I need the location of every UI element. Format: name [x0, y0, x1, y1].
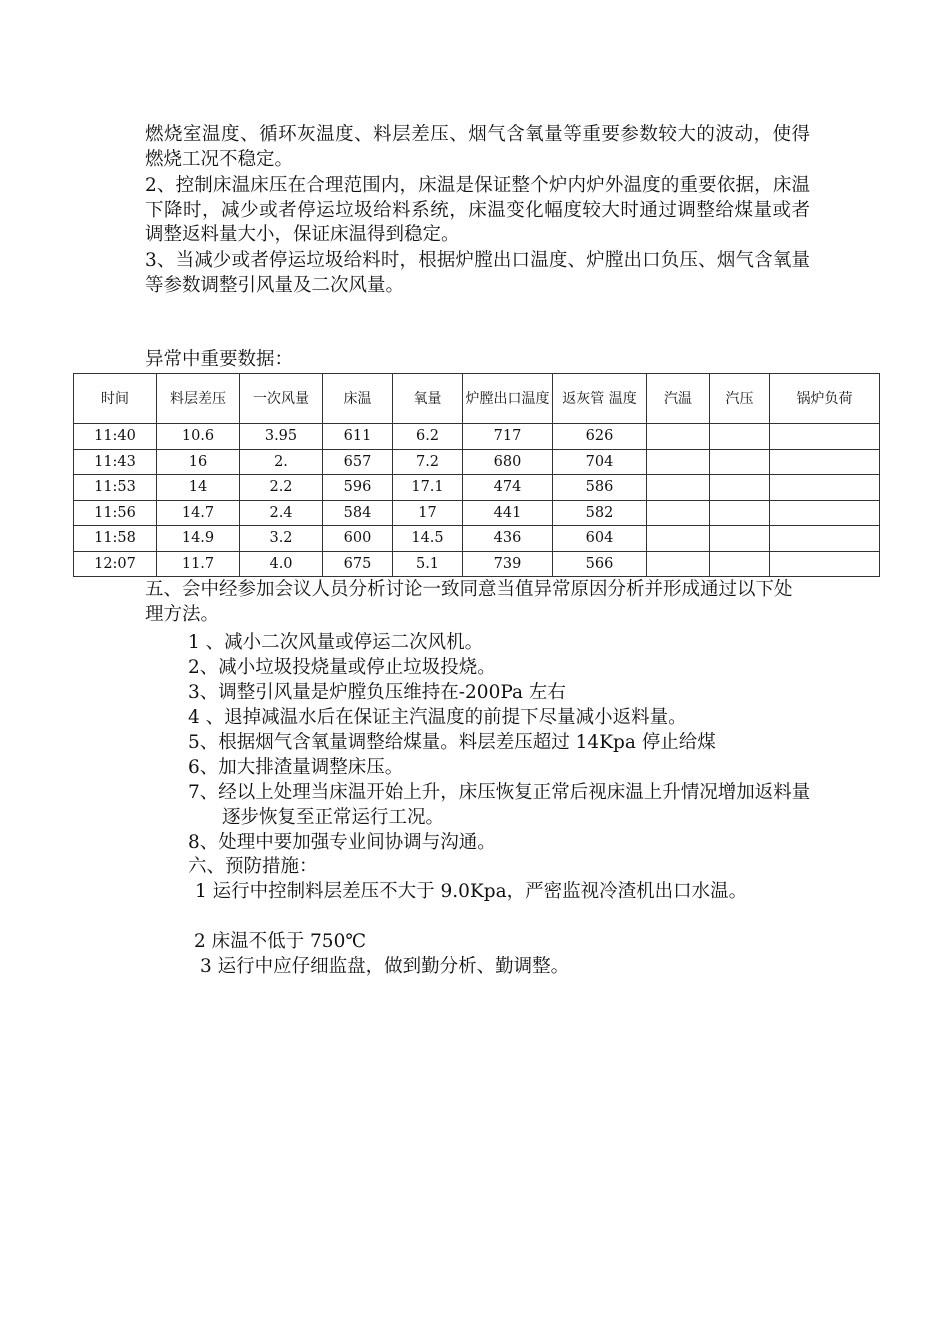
table-row	[74, 526, 880, 552]
header-steam-pressure: 汽压	[710, 374, 770, 424]
table-cell	[710, 526, 770, 552]
table-cell: 11:56	[74, 500, 157, 526]
table-cell: 586	[553, 475, 647, 501]
abnormal-data-table	[73, 373, 880, 577]
table-cell: 17.1	[393, 475, 463, 501]
header-time: 时间	[74, 374, 157, 424]
measure-item-2: 2 床温不低于 750℃	[194, 931, 367, 952]
header-oxygen: 氧量	[393, 374, 463, 424]
table-cell	[770, 424, 880, 450]
header-return-ash-temp: 返灰管 温度	[553, 374, 647, 424]
table-cell	[647, 500, 710, 526]
paragraph-fluctuation: 燃烧室温度、循环灰温度、料层差压、烟气含氧量等重要参数较大的波动，使得燃烧工况不稳定。	[145, 124, 810, 170]
list-item: 2、减小垃圾投烧量或停止垃圾投烧。	[188, 657, 496, 678]
list-item: 7、经以上处理当床温开始上升，床压恢复正常后视床温上升情况增加返料量逐步恢复至正常运行工况。	[188, 782, 811, 828]
table-cell: 14.5	[393, 526, 463, 552]
list-item: 3、调整引风量是炉膛负压维持在-200Pa 左右	[188, 682, 566, 703]
table-row	[74, 424, 880, 450]
table-cell	[647, 424, 710, 450]
table-cell	[647, 475, 710, 501]
table-cell: 604	[553, 526, 647, 552]
header-bed-temp: 床温	[323, 374, 393, 424]
section-5-title: 五、会中经参加会议人员分析讨论一致同意当值异常原因分析并形成通过以下处理方法。	[145, 579, 793, 625]
table-cell: 2.	[240, 449, 323, 475]
table-cell: 11:58	[74, 526, 157, 552]
header-furnace-outlet-temp: 炉膛出口温度	[463, 374, 553, 424]
table-cell: 10.6	[157, 424, 240, 450]
table-cell: 3.95	[240, 424, 323, 450]
table-cell: 16	[157, 449, 240, 475]
measure-item-3: 3 运行中应仔细监盘，做到勤分析、勤调整。	[200, 956, 570, 977]
paragraph-feed-adjustment: 3、当减少或者停运垃圾给料时，根据炉膛出口温度、炉膛出口负压、烟气含氧量等参数调整引风量及二次风量。	[145, 250, 810, 296]
table-cell: 14	[157, 475, 240, 501]
list-item: 8、处理中要加强专业间协调与沟通。	[188, 832, 496, 853]
table-row	[74, 449, 880, 475]
table-cell: 2.2	[240, 475, 323, 501]
table-row	[74, 551, 880, 577]
table-cell: 611	[323, 424, 393, 450]
table-cell	[770, 449, 880, 475]
table-cell	[710, 475, 770, 501]
table-row	[74, 475, 880, 501]
header-bed-pressure-diff: 料层差压	[157, 374, 240, 424]
table-cell: 11:43	[74, 449, 157, 475]
table-cell: 657	[323, 449, 393, 475]
table-cell: 11:40	[74, 424, 157, 450]
table-cell: 596	[323, 475, 393, 501]
table-cell: 626	[553, 424, 647, 450]
list-item: 4 、退掉减温水后在保证主汽温度的前提下尽量减小返料量。	[188, 707, 687, 728]
table-cell: 14.9	[157, 526, 240, 552]
table-cell: 6.2	[393, 424, 463, 450]
table-cell: 704	[553, 449, 647, 475]
table-cell: 2.4	[240, 500, 323, 526]
table-cell: 3.2	[240, 526, 323, 552]
table-cell: 675	[323, 551, 393, 577]
section-6-title: 六、预防措施：	[188, 856, 318, 877]
table-cell	[710, 424, 770, 450]
table-cell	[770, 526, 880, 552]
table-cell	[647, 551, 710, 577]
table-cell	[647, 526, 710, 552]
table-cell: 12:07	[74, 551, 157, 577]
table-cell: 582	[553, 500, 647, 526]
paragraph-bed-temperature-control: 2、控制床温床压在合理范围内，床温是保证整个炉内炉外温度的重要依据，床温下降时，减少或者停运垃圾给料系统，床温变化幅度较大时通过调整给煤量或者调整返料量大小，保证床温得到稳定。	[145, 175, 810, 245]
list-item: 6、加大排渣量调整床压。	[188, 757, 404, 778]
header-primary-air: 一次风量	[240, 374, 323, 424]
table-cell	[770, 500, 880, 526]
table-cell: 717	[463, 424, 553, 450]
measure-item-1: 1 运行中控制料层差压不大于 9.0Kpa，严密监视冷渣机出口水温。	[195, 881, 748, 902]
table-cell: 11.7	[157, 551, 240, 577]
table-cell: 4.0	[240, 551, 323, 577]
table-cell: 7.2	[393, 449, 463, 475]
section-5-list	[188, 630, 818, 855]
table-cell: 680	[463, 449, 553, 475]
table-cell: 11:53	[74, 475, 157, 501]
table-heading: 异常中重要数据：	[145, 349, 294, 370]
table-cell	[647, 449, 710, 475]
table-cell	[710, 551, 770, 577]
table-cell	[710, 449, 770, 475]
table-cell: 14.7	[157, 500, 240, 526]
table-cell: 441	[463, 500, 553, 526]
table-cell: 566	[553, 551, 647, 577]
header-boiler-load: 锅炉负荷	[770, 374, 880, 424]
table-row	[74, 500, 880, 526]
table-cell: 17	[393, 500, 463, 526]
table-cell: 436	[463, 526, 553, 552]
table-cell: 5.1	[393, 551, 463, 577]
table-cell: 584	[323, 500, 393, 526]
table-cell	[710, 500, 770, 526]
header-steam-temp: 汽温	[647, 374, 710, 424]
table-header-row	[74, 374, 880, 424]
list-item: 1 、减小二次风量或停运二次风机。	[188, 632, 484, 653]
table-cell	[770, 551, 880, 577]
table-cell: 600	[323, 526, 393, 552]
table-cell: 474	[463, 475, 553, 501]
list-item: 5、根据烟气含氧量调整给煤量。料层差压超过 14Kpa 停止给煤	[188, 732, 716, 753]
table-cell: 739	[463, 551, 553, 577]
table-cell	[770, 475, 880, 501]
table-body	[74, 424, 880, 577]
